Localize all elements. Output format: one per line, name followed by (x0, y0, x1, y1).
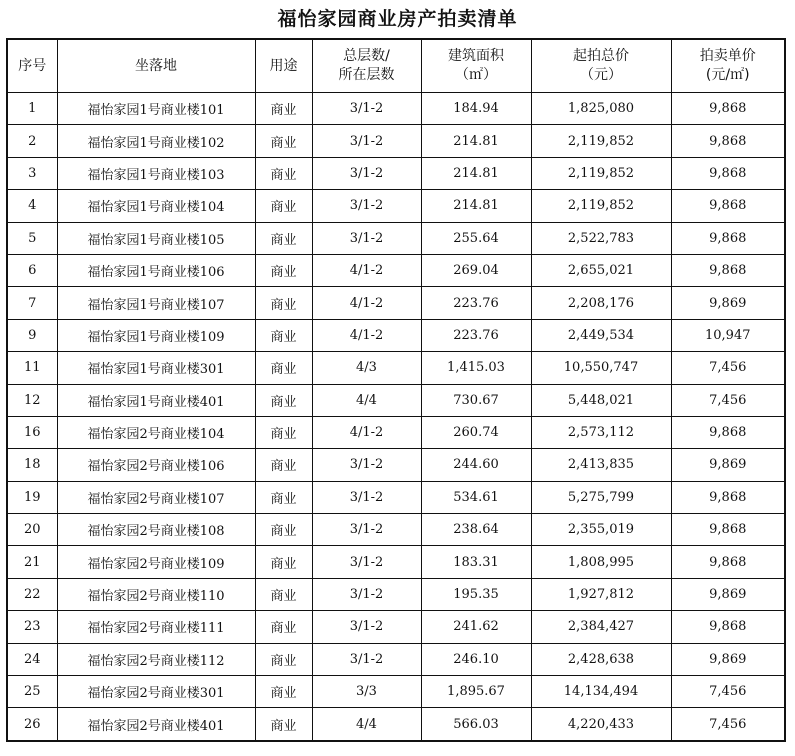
cell-start-price: 2,573,112 (531, 416, 671, 448)
cell-usage: 商业 (255, 676, 312, 708)
header-usage: 用途 (255, 39, 312, 93)
cell-no: 7 (7, 287, 57, 319)
cell-location: 福怡家园1号商业楼401 (57, 384, 255, 416)
cell-unit-price: 9,868 (671, 514, 785, 546)
header-floors-line2: 所在层数 (338, 67, 395, 83)
cell-usage: 商业 (255, 611, 312, 643)
cell-no: 11 (7, 352, 57, 384)
cell-no: 26 (7, 708, 57, 741)
cell-area: 730.67 (421, 384, 531, 416)
cell-start-price: 1,927,812 (531, 578, 671, 610)
cell-unit-price: 9,869 (671, 449, 785, 481)
cell-floors: 3/1-2 (312, 93, 421, 125)
table-row (7, 384, 785, 416)
cell-no: 21 (7, 546, 57, 578)
cell-area: 214.81 (421, 157, 531, 189)
cell-area: 244.60 (421, 449, 531, 481)
cell-no: 20 (7, 514, 57, 546)
cell-floors: 3/3 (312, 676, 421, 708)
cell-usage: 商业 (255, 190, 312, 222)
cell-usage: 商业 (255, 287, 312, 319)
cell-floors: 3/1-2 (312, 514, 421, 546)
table-row (7, 93, 785, 125)
cell-area: 241.62 (421, 611, 531, 643)
cell-unit-price: 7,456 (671, 384, 785, 416)
header-area (421, 39, 531, 93)
cell-area: 238.64 (421, 514, 531, 546)
cell-floors: 3/1-2 (312, 125, 421, 157)
cell-area: 1,895.67 (421, 676, 531, 708)
cell-unit-price: 9,868 (671, 125, 785, 157)
cell-no: 22 (7, 578, 57, 610)
cell-unit-price: 9,868 (671, 222, 785, 254)
table-row (7, 416, 785, 448)
cell-start-price: 1,825,080 (531, 93, 671, 125)
table-body (7, 93, 785, 741)
cell-no: 24 (7, 643, 57, 675)
cell-location: 福怡家园2号商业楼108 (57, 514, 255, 546)
cell-area: 534.61 (421, 481, 531, 513)
cell-start-price: 2,119,852 (531, 190, 671, 222)
cell-location: 福怡家园1号商业楼107 (57, 287, 255, 319)
header-unit-line2: (元/㎡) (705, 67, 750, 83)
cell-usage: 商业 (255, 384, 312, 416)
cell-start-price: 2,119,852 (531, 157, 671, 189)
table-row (7, 643, 785, 675)
cell-area: 260.74 (421, 416, 531, 448)
cell-floors: 4/4 (312, 708, 421, 741)
cell-unit-price: 9,868 (671, 93, 785, 125)
cell-location: 福怡家园2号商业楼110 (57, 578, 255, 610)
cell-floors: 4/1-2 (312, 287, 421, 319)
cell-start-price: 5,275,799 (531, 481, 671, 513)
cell-floors: 3/1-2 (312, 643, 421, 675)
document-title: 福怡家园商业房产拍卖清单 (277, 8, 518, 30)
cell-unit-price: 9,869 (671, 578, 785, 610)
cell-location: 福怡家园2号商业楼111 (57, 611, 255, 643)
table-row (7, 708, 785, 741)
cell-start-price: 14,134,494 (531, 676, 671, 708)
cell-unit-price: 9,868 (671, 546, 785, 578)
cell-unit-price: 7,456 (671, 676, 785, 708)
cell-area: 269.04 (421, 254, 531, 286)
cell-area: 183.31 (421, 546, 531, 578)
cell-usage: 商业 (255, 125, 312, 157)
cell-location: 福怡家园2号商业楼107 (57, 481, 255, 513)
cell-usage: 商业 (255, 578, 312, 610)
cell-usage: 商业 (255, 157, 312, 189)
cell-location: 福怡家园1号商业楼104 (57, 190, 255, 222)
cell-floors: 3/1-2 (312, 190, 421, 222)
cell-unit-price: 7,456 (671, 352, 785, 384)
cell-start-price: 1,808,995 (531, 546, 671, 578)
cell-location: 福怡家园1号商业楼105 (57, 222, 255, 254)
cell-area: 214.81 (421, 190, 531, 222)
header-floors (312, 39, 421, 93)
cell-start-price: 2,413,835 (531, 449, 671, 481)
header-price-line2: （元） (580, 67, 622, 83)
header-floors-line1: 总层数/ (343, 48, 390, 64)
cell-usage: 商业 (255, 319, 312, 351)
cell-location: 福怡家园2号商业楼112 (57, 643, 255, 675)
auction-listing-table (6, 38, 786, 742)
cell-start-price: 5,448,021 (531, 384, 671, 416)
cell-no: 1 (7, 93, 57, 125)
cell-location: 福怡家园1号商业楼103 (57, 157, 255, 189)
cell-no: 5 (7, 222, 57, 254)
cell-start-price: 2,355,019 (531, 514, 671, 546)
cell-unit-price: 10,947 (671, 319, 785, 351)
cell-usage: 商业 (255, 222, 312, 254)
cell-location: 福怡家园1号商业楼102 (57, 125, 255, 157)
cell-unit-price: 9,868 (671, 157, 785, 189)
cell-floors: 3/1-2 (312, 481, 421, 513)
table-row (7, 449, 785, 481)
cell-start-price: 2,428,638 (531, 643, 671, 675)
table-row (7, 352, 785, 384)
cell-no: 23 (7, 611, 57, 643)
header-unit-line1: 拍卖单价 (699, 48, 756, 64)
header-area-line2: （㎡） (455, 67, 497, 83)
cell-location: 福怡家园2号商业楼109 (57, 546, 255, 578)
cell-no: 16 (7, 416, 57, 448)
table-row (7, 319, 785, 351)
cell-location: 福怡家园2号商业楼301 (57, 676, 255, 708)
cell-area: 184.94 (421, 93, 531, 125)
cell-floors: 4/1-2 (312, 416, 421, 448)
header-row (7, 39, 785, 93)
cell-floors: 3/1-2 (312, 546, 421, 578)
cell-usage: 商业 (255, 352, 312, 384)
cell-unit-price: 9,869 (671, 287, 785, 319)
cell-location: 福怡家园2号商业楼401 (57, 708, 255, 741)
table-row (7, 514, 785, 546)
cell-area: 223.76 (421, 319, 531, 351)
cell-location: 福怡家园1号商业楼101 (57, 93, 255, 125)
cell-unit-price: 9,868 (671, 416, 785, 448)
cell-usage: 商业 (255, 254, 312, 286)
table-row (7, 481, 785, 513)
cell-start-price: 2,449,534 (531, 319, 671, 351)
cell-area: 566.03 (421, 708, 531, 741)
cell-location: 福怡家园1号商业楼109 (57, 319, 255, 351)
cell-location: 福怡家园2号商业楼106 (57, 449, 255, 481)
cell-floors: 3/1-2 (312, 578, 421, 610)
cell-usage: 商业 (255, 481, 312, 513)
cell-unit-price: 7,456 (671, 708, 785, 741)
cell-no: 18 (7, 449, 57, 481)
cell-no: 2 (7, 125, 57, 157)
table-row (7, 222, 785, 254)
cell-start-price: 10,550,747 (531, 352, 671, 384)
cell-start-price: 2,119,852 (531, 125, 671, 157)
cell-area: 1,415.03 (421, 352, 531, 384)
header-area-line1: 建筑面积 (448, 48, 504, 64)
cell-no: 3 (7, 157, 57, 189)
table-row (7, 157, 785, 189)
cell-no: 9 (7, 319, 57, 351)
table-row (7, 190, 785, 222)
table-row (7, 125, 785, 157)
cell-start-price: 2,655,021 (531, 254, 671, 286)
cell-start-price: 4,220,433 (531, 708, 671, 741)
cell-unit-price: 9,869 (671, 643, 785, 675)
cell-area: 214.81 (421, 125, 531, 157)
cell-location: 福怡家园2号商业楼104 (57, 416, 255, 448)
cell-location: 福怡家园1号商业楼106 (57, 254, 255, 286)
cell-area: 246.10 (421, 643, 531, 675)
header-location: 坐落地 (57, 39, 255, 93)
cell-floors: 4/1-2 (312, 254, 421, 286)
cell-unit-price: 9,868 (671, 190, 785, 222)
cell-floors: 4/3 (312, 352, 421, 384)
cell-floors: 3/1-2 (312, 157, 421, 189)
cell-unit-price: 9,868 (671, 611, 785, 643)
cell-area: 195.35 (421, 578, 531, 610)
cell-location: 福怡家园1号商业楼301 (57, 352, 255, 384)
cell-usage: 商业 (255, 708, 312, 741)
cell-no: 4 (7, 190, 57, 222)
header-unit-price (671, 39, 785, 93)
cell-floors: 3/1-2 (312, 449, 421, 481)
table-row (7, 611, 785, 643)
cell-usage: 商业 (255, 449, 312, 481)
cell-usage: 商业 (255, 643, 312, 675)
cell-no: 19 (7, 481, 57, 513)
table-row (7, 546, 785, 578)
cell-floors: 3/1-2 (312, 222, 421, 254)
cell-floors: 4/4 (312, 384, 421, 416)
table-row (7, 254, 785, 286)
cell-no: 6 (7, 254, 57, 286)
table-header (7, 39, 785, 93)
header-no: 序号 (7, 39, 57, 93)
table-row (7, 578, 785, 610)
header-price-line1: 起拍总价 (573, 48, 629, 64)
cell-usage: 商业 (255, 546, 312, 578)
cell-area: 223.76 (421, 287, 531, 319)
cell-unit-price: 9,868 (671, 481, 785, 513)
cell-usage: 商业 (255, 93, 312, 125)
cell-floors: 3/1-2 (312, 611, 421, 643)
cell-usage: 商业 (255, 514, 312, 546)
cell-start-price: 2,522,783 (531, 222, 671, 254)
cell-floors: 4/1-2 (312, 319, 421, 351)
cell-area: 255.64 (421, 222, 531, 254)
cell-no: 12 (7, 384, 57, 416)
cell-no: 25 (7, 676, 57, 708)
cell-usage: 商业 (255, 416, 312, 448)
cell-unit-price: 9,868 (671, 254, 785, 286)
table-row (7, 676, 785, 708)
header-price (531, 39, 671, 93)
cell-start-price: 2,208,176 (531, 287, 671, 319)
cell-start-price: 2,384,427 (531, 611, 671, 643)
table-row (7, 287, 785, 319)
